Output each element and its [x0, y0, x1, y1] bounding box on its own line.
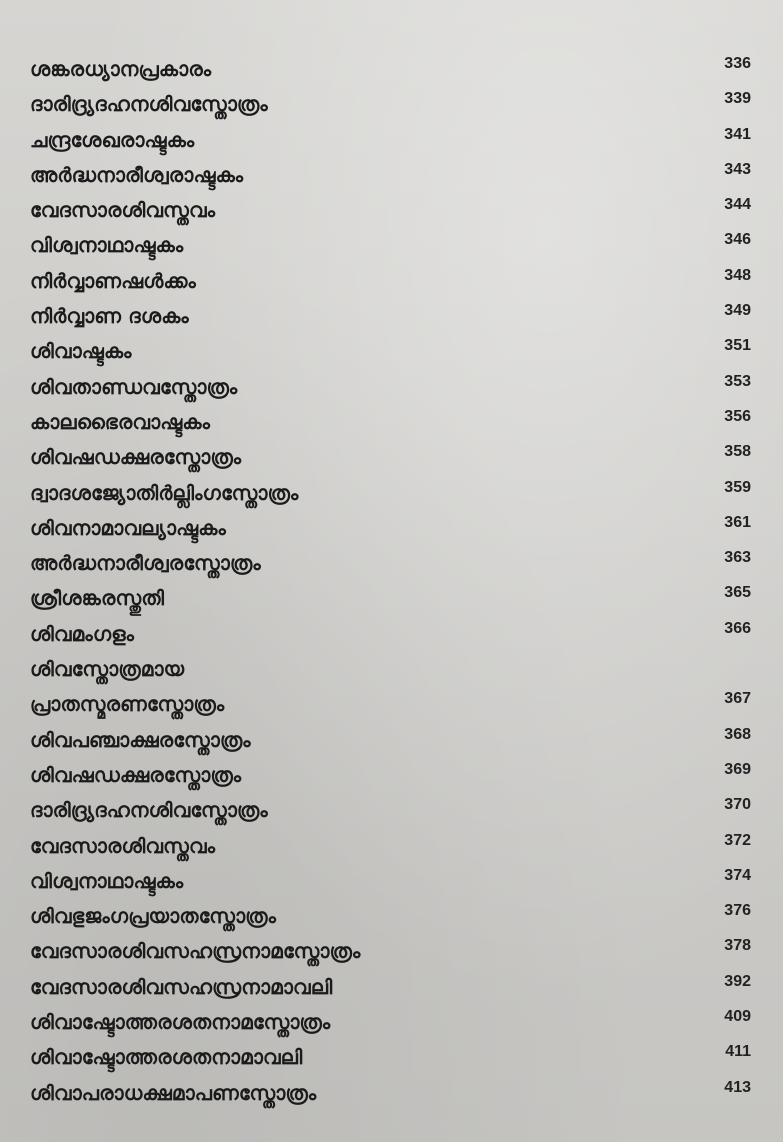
toc-entry-title: ശിവഷഡക്ഷരസ്തോത്രം: [30, 762, 242, 787]
toc-entry[interactable]: [0, 334, 783, 369]
toc-entry-title: നിർവ്വാണ ദശകം: [30, 304, 189, 329]
toc-entry-page: 365: [724, 584, 751, 602]
toc-entry-title: ശിവാഷ്ടകം: [30, 339, 132, 364]
table-of-contents: [0, 52, 783, 1111]
toc-entry-title: വിശ്വനാഥാഷ്ടകം: [30, 233, 184, 258]
toc-entry-page: 358: [724, 443, 751, 461]
toc-entry-page: 374: [724, 866, 751, 884]
toc-entry[interactable]: [0, 934, 783, 969]
toc-entry[interactable]: [0, 723, 783, 758]
toc-entry-page: 370: [724, 796, 751, 814]
toc-entry[interactable]: [0, 158, 783, 193]
toc-entry-title: വേദസാരശിവസഹസ്രനാമാവലി: [30, 974, 333, 999]
toc-entry[interactable]: [0, 829, 783, 864]
toc-entry: [0, 652, 783, 687]
toc-entry-title: ദാരിദ്ര്യദഹനശിവസ്തോത്രം: [30, 798, 268, 823]
toc-entry-page: 339: [724, 90, 751, 108]
toc-entry-page: 369: [724, 760, 751, 778]
toc-entry[interactable]: [0, 87, 783, 122]
toc-entry[interactable]: [0, 758, 783, 793]
toc-entry[interactable]: [0, 370, 783, 405]
toc-entry[interactable]: [0, 581, 783, 616]
toc-entry-page: 343: [724, 160, 751, 178]
toc-entry-title: നിർവ്വാണഷൾക്കം: [30, 268, 196, 293]
toc-entry-page: 359: [724, 478, 751, 496]
toc-entry-page: 392: [724, 972, 751, 990]
toc-entry[interactable]: [0, 1076, 783, 1111]
toc-entry-page: 411: [725, 1043, 751, 1061]
toc-entry-title: ചന്ദ്രശേഖരാഷ്ടകം: [30, 127, 195, 152]
toc-entry-title: ശിവഷഡക്ഷരസ്തോത്രം: [30, 445, 242, 470]
toc-entry-title: പ്രാതസ്മരണസ്തോത്രം: [30, 692, 225, 717]
toc-entry-page: 367: [724, 690, 751, 708]
toc-entry-title: ശിവഭുജംഗപ്രയാതസ്തോത്രം: [30, 904, 277, 929]
toc-entry-title: വിശ്വനാഥാഷ്ടകം: [30, 868, 184, 893]
toc-entry[interactable]: [0, 193, 783, 228]
toc-entry[interactable]: [0, 511, 783, 546]
toc-entry-title: അർദ്ധനാരീശ്വരാഷ്ടകം: [30, 162, 244, 187]
toc-entry-title: ശിവാഷ്ടോത്തരശതനാമാവലി: [30, 1045, 303, 1070]
toc-entry[interactable]: [0, 123, 783, 158]
toc-entry[interactable]: [0, 299, 783, 334]
toc-entry-title: ശിവമംഗളം: [30, 621, 135, 646]
toc-entry[interactable]: [0, 440, 783, 475]
toc-entry[interactable]: [0, 228, 783, 263]
toc-entry[interactable]: [0, 1005, 783, 1040]
toc-entry-page: 356: [724, 407, 751, 425]
toc-entry[interactable]: [0, 970, 783, 1005]
toc-entry-title: അർദ്ധനാരീശ്വരസ്തോത്രം: [30, 551, 261, 576]
toc-entry-title: ശിവനാമാവല്യാഷ്ടകം: [30, 515, 226, 540]
toc-entry[interactable]: [0, 52, 783, 87]
toc-entry-title: ശിവാപരാധക്ഷമാപണസ്തോത്രം: [30, 1080, 317, 1105]
toc-entry[interactable]: [0, 476, 783, 511]
toc-entry-page: 341: [724, 125, 751, 143]
toc-entry-title: ശങ്കരധ്യാനപ്രകാരം: [30, 57, 212, 81]
toc-entry-page: 363: [724, 549, 751, 567]
toc-entry-title: വേദസാരശിവസഹസ്രനാമസ്തോത്രം: [30, 939, 361, 964]
toc-entry-page: 336: [724, 55, 751, 72]
toc-entry[interactable]: [0, 793, 783, 828]
toc-entry-page: 348: [724, 266, 751, 284]
toc-entry-page: 344: [724, 196, 751, 214]
toc-entry[interactable]: [0, 899, 783, 934]
toc-entry-title: കാലഭൈരവാഷ്ടകം: [30, 409, 211, 434]
toc-entry-page: 353: [724, 372, 751, 390]
toc-entry[interactable]: [0, 546, 783, 581]
toc-entry[interactable]: [0, 617, 783, 652]
toc-entry-title: ശിവതാണ്ഡവസ്തോത്രം: [30, 374, 238, 399]
toc-entry-page: 349: [724, 302, 751, 320]
toc-entry[interactable]: [0, 264, 783, 299]
toc-entry-title: ശ്രീശങ്കരസ്തുതി: [30, 586, 165, 611]
toc-entry-page: 361: [724, 513, 751, 531]
toc-entry-page: 372: [724, 831, 751, 849]
toc-entry-title: ശിവപഞ്ചാക്ഷരസ്തോത്രം: [30, 727, 251, 752]
toc-entry-page: 413: [724, 1078, 751, 1096]
toc-entry-title: വേദസാരശിവസ്തവം: [30, 833, 216, 858]
toc-entry[interactable]: [0, 405, 783, 440]
toc-entry-page: 376: [724, 902, 751, 920]
toc-entry[interactable]: [0, 1040, 783, 1075]
toc-entry[interactable]: [0, 864, 783, 899]
toc-entry-title: ശിവാഷ്ടോത്തരശതനാമസ്തോത്രം: [30, 1010, 331, 1035]
toc-entry-page: 378: [724, 937, 751, 955]
toc-entry-page: 409: [724, 1008, 751, 1026]
toc-entry-title: വേദസാരശിവസ്തവം: [30, 198, 216, 223]
toc-entry-title: ദ്വാദശജ്യോതിർല്ലിംഗസ്തോത്രം: [30, 480, 299, 505]
toc-entry-title: ശിവസ്തോത്രമായ: [30, 657, 185, 682]
toc-entry-page: 368: [724, 725, 751, 743]
toc-entry[interactable]: [0, 687, 783, 722]
toc-entry-page: 346: [724, 231, 751, 249]
toc-entry-page: 351: [724, 337, 751, 355]
toc-entry-page: 366: [724, 619, 751, 637]
toc-entry-title: ദാരിദ്ര്യദഹനശിവസ്തോത്രം: [30, 92, 268, 117]
